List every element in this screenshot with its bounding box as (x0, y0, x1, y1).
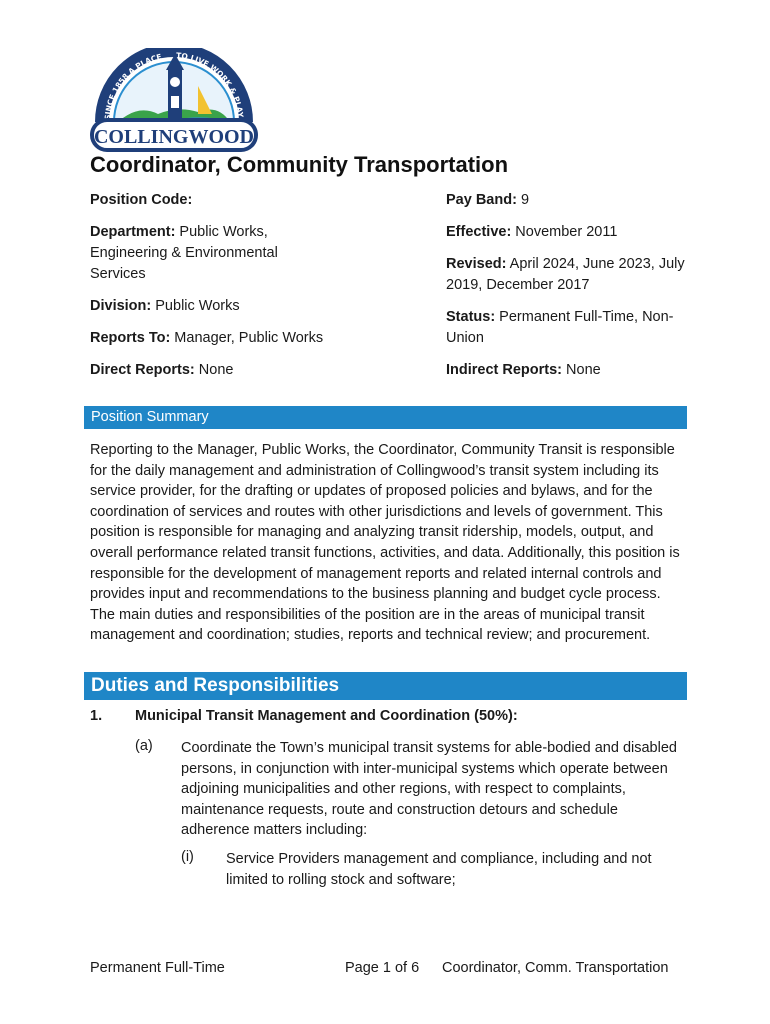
duties-heading: Duties and Responsibilities (84, 672, 687, 700)
employment-status: Status: Permanent Full-Time, Non-Union (446, 309, 674, 346)
footer-status: Permanent Full-Time (90, 960, 225, 976)
position-summary-text: Reporting to the Manager, Public Works, the Coordinator, Community Transit is responsible for the daily management and administration of Collingwood’s transit system including its service provider, for the drafting or updates of proposed policies and bylaws, and for the coordination of services and routes with other jurisdictions and levels of government. This position is responsible for managing and analyzing transit ridership, models, output, and overall performance related transit functions, activities, and data. Additionally, this position is responsible for the development of management reports and related internal controls and provides input and recommendations to the business planning and budget cycle process. The main duties and responsibilities of the position are in the areas of municipal transit management and coordination; studies, reports and technical review; and procurement. (90, 442, 680, 644)
page-title: Coordinator, Community Transportation (90, 152, 509, 177)
revised-dates: Revised: April 2024, June 2023, July 2019, December 2017 (446, 256, 685, 293)
sub-item-i-text: Service Providers management and compliance, including and not limited to rolling stock and software; (226, 851, 652, 888)
position-summary-heading: Position Summary (84, 406, 687, 429)
sub-item-i-label: (i) (181, 849, 194, 865)
footer-page-number: Page 1 of 6 (345, 960, 420, 976)
duty-item-title: Municipal Transit Management and Coordination (50%): (135, 708, 518, 724)
logo-name-text: COLLINGWOOD (93, 126, 255, 148)
position-code: Position Code: (90, 192, 193, 208)
logo-arc-right-text: TO LIVE WORK & PLAY (175, 50, 245, 118)
indirect-reports: Indirect Reports: None (446, 362, 601, 378)
pay-band: Pay Band: 9 (446, 192, 530, 208)
duty-item-number: 1. (90, 708, 103, 724)
logo-arc-left-text: SINCE 1858 A PLACE (102, 52, 163, 121)
direct-reports: Direct Reports: None (90, 362, 234, 378)
division: Division: Public Works (90, 298, 240, 314)
position-meta-left (90, 190, 330, 392)
collingwood-logo (88, 48, 260, 156)
effective-date: Effective: November 2011 (446, 224, 618, 240)
sub-item-a-label: (a) (135, 738, 153, 754)
position-meta-right (446, 190, 686, 392)
department: Department: Public Works, Engineering & Environmental Services (90, 224, 278, 282)
sub-item-a-text: Coordinate the Town’s municipal transit systems for able-bodied and disabled persons, in conjunction with inter-municipal systems which operate between adjoining municipalities and other regions, with respect to complaints, maintenance requests, route and construction detours and schedule adherence matters including: (181, 740, 677, 838)
reports-to: Reports To: Manager, Public Works (90, 330, 324, 346)
footer-job-title: Coordinator, Comm. Transportation (442, 960, 669, 976)
